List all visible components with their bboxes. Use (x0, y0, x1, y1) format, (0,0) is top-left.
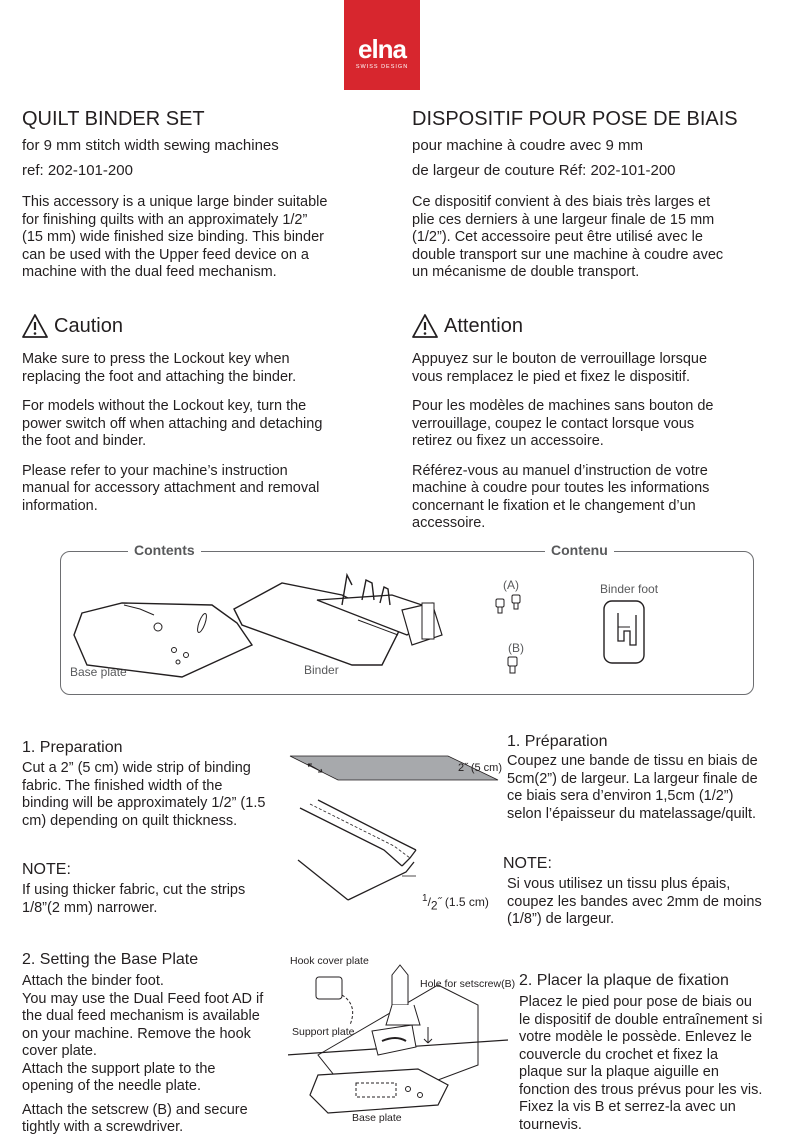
fr-base-text: Placez le pied pour pose de biais ou le dispositif de double entraînement si votre modèle le possède. Enlevez le couvercle du crochet et fixez la plaque sur la plaque aiguille en fonction des trous prévus pour les vis. Fixez la vis B et serrez-la avec un tournevis. (519, 994, 763, 1133)
fr-subtitle-1: pour machine à coudre avec 9 mm (412, 137, 643, 154)
warning-icon (22, 314, 48, 338)
fr-base-title: 2. Placer la plaque de fixation (519, 972, 729, 989)
en-caution-p1: Make sure to press the Lockout key when replacing the foot and attaching the binder. (22, 351, 297, 385)
en-caution-p2: For models without the Lockout key, turn the power switch off when attaching and detaching the foot and binder. (22, 398, 323, 449)
en-subtitle-1: for 9 mm stitch width sewing machines (22, 137, 279, 154)
label-hook-cover: Hook cover plate (290, 955, 369, 967)
en-caution-body (22, 351, 392, 527)
fr-caution-title: Attention (444, 315, 523, 337)
contents-legend-fr: Contenu (545, 542, 614, 558)
setscrew-b-drawing (508, 657, 517, 673)
label-binder: Binder (304, 663, 339, 677)
fr-header (412, 107, 792, 181)
label-a: (A) (503, 578, 519, 592)
fr-intro-line: Ce dispositif convient à des biais très larges et (412, 194, 711, 210)
strip-width-label: 2˝ (5 cm) (458, 762, 502, 774)
label-support-plate: Support plate (292, 1026, 355, 1038)
en-header (22, 107, 392, 181)
fr-intro-line: (1/2”). Cet accessoire peut être utilisé avec le (412, 229, 703, 245)
fr-title: DISPOSITIF POUR POSE DE BIAIS (412, 108, 738, 130)
fr-caution-p1: Appuyez sur le bouton de verrouillage lorsque vous remplacez le pied et fixez le dispositif. (412, 351, 708, 385)
label-binder-foot: Binder foot (600, 582, 659, 596)
en-prep-text: Cut a 2” (5 cm) wide strip of binding fabric. The finished width of the binding will be approximately 1/2” (1.5 cm) depending on quilt thickness. (22, 760, 266, 829)
contents-legend-en: Contents (128, 542, 201, 558)
binder-foot-drawing (604, 601, 644, 663)
en-note-text: If using thicker fabric, cut the strips 1/8”(2 mm) narrower. (22, 882, 246, 916)
en-intro-line: for finishing quilts with an approximately 1/2” (22, 211, 308, 228)
en-intro-line: This accessory is a unique large binder suitable (22, 194, 328, 210)
en-intro-line: (15 mm) wide finished size binding. This binder (22, 229, 324, 245)
label-hole-setscrew: Hole for setscrew(B) (420, 978, 516, 990)
fr-intro (412, 194, 792, 282)
fr-caution-p3: Référez-vous au manuel d’instruction de votre machine à coudre pour toutes les informations concernant le fixation et le changement d’un accessoire. (412, 462, 710, 531)
label-base-plate: Base plate (70, 665, 127, 679)
logo-word: elna (357, 34, 407, 64)
setscrew-a-drawing (496, 595, 520, 613)
en-title: QUILT BINDER SET (22, 108, 205, 130)
en-subtitle-2: ref: 202-101-200 (22, 162, 133, 179)
label-b: (B) (508, 641, 524, 655)
warning-icon (412, 314, 438, 338)
fr-caution-p2: Pour les modèles de machines sans bouton de verrouillage, coupez le contact lorsque vous retirez ou fixez un accessoire. (412, 398, 714, 449)
en-base-text: Attach the binder foot. You may use the Dual Feed foot AD if the dual feed mechanism is available on your machine. Remove the hook cover plate. Attach the support plate to the opening of the needle plate. Attach the setscrew (B) and secure tightly with a screwdriver. (22, 973, 264, 1135)
en-prep-title: 1. Preparation (22, 739, 123, 756)
binder-drawing (234, 575, 442, 665)
fr-prep-title: 1. Préparation (507, 733, 608, 750)
en-intro (22, 194, 392, 282)
en-intro-line: can be used with the Upper feed device on a (22, 246, 309, 263)
en-note-title: NOTE: (22, 861, 71, 878)
en-caution-title: Caution (54, 315, 123, 337)
fr-prep-text: Coupez une bande de tissu en biais de 5cm(2”) de largeur. La largeur finale de ce biais sera d’environ 1,5cm (1/2”) selon l’épaisseur du matelassage/quilt. (507, 753, 758, 822)
en-caution-heading (22, 314, 123, 338)
fr-note-text: Si vous utilisez un tissu plus épais, coupez les bandes avec 2mm de moins (1/8”) de largeur. (507, 876, 762, 927)
en-base-title: 2. Setting the Base Plate (22, 951, 199, 968)
fr-caution-body (412, 351, 792, 545)
elna-logo (344, 0, 420, 90)
fr-caution-heading (412, 314, 523, 338)
fr-intro-line: un mécanisme de double transport. (412, 264, 640, 280)
en-caution-p3: Please refer to your machine’s instruction manual for accessory attachment and removal information. (22, 462, 320, 514)
logo-tagline: SWISS DESIGN (355, 64, 409, 70)
fr-note-title: NOTE: (503, 855, 552, 872)
label-base-plate-fig: Base plate (352, 1112, 402, 1124)
en-intro-line: machine with the dual feed mechanism. (22, 264, 277, 280)
fr-intro-line: plie ces derniers à une largeur finale de 15 mm (412, 211, 715, 228)
strip-finish-label: $^1/_2˝$ (1.5 cm) (422, 893, 489, 913)
fr-intro-line: double transport sur une machine à coudre avec (412, 246, 724, 263)
fr-subtitle-2: de largeur de couture Réf: 202-101-200 (412, 162, 676, 179)
